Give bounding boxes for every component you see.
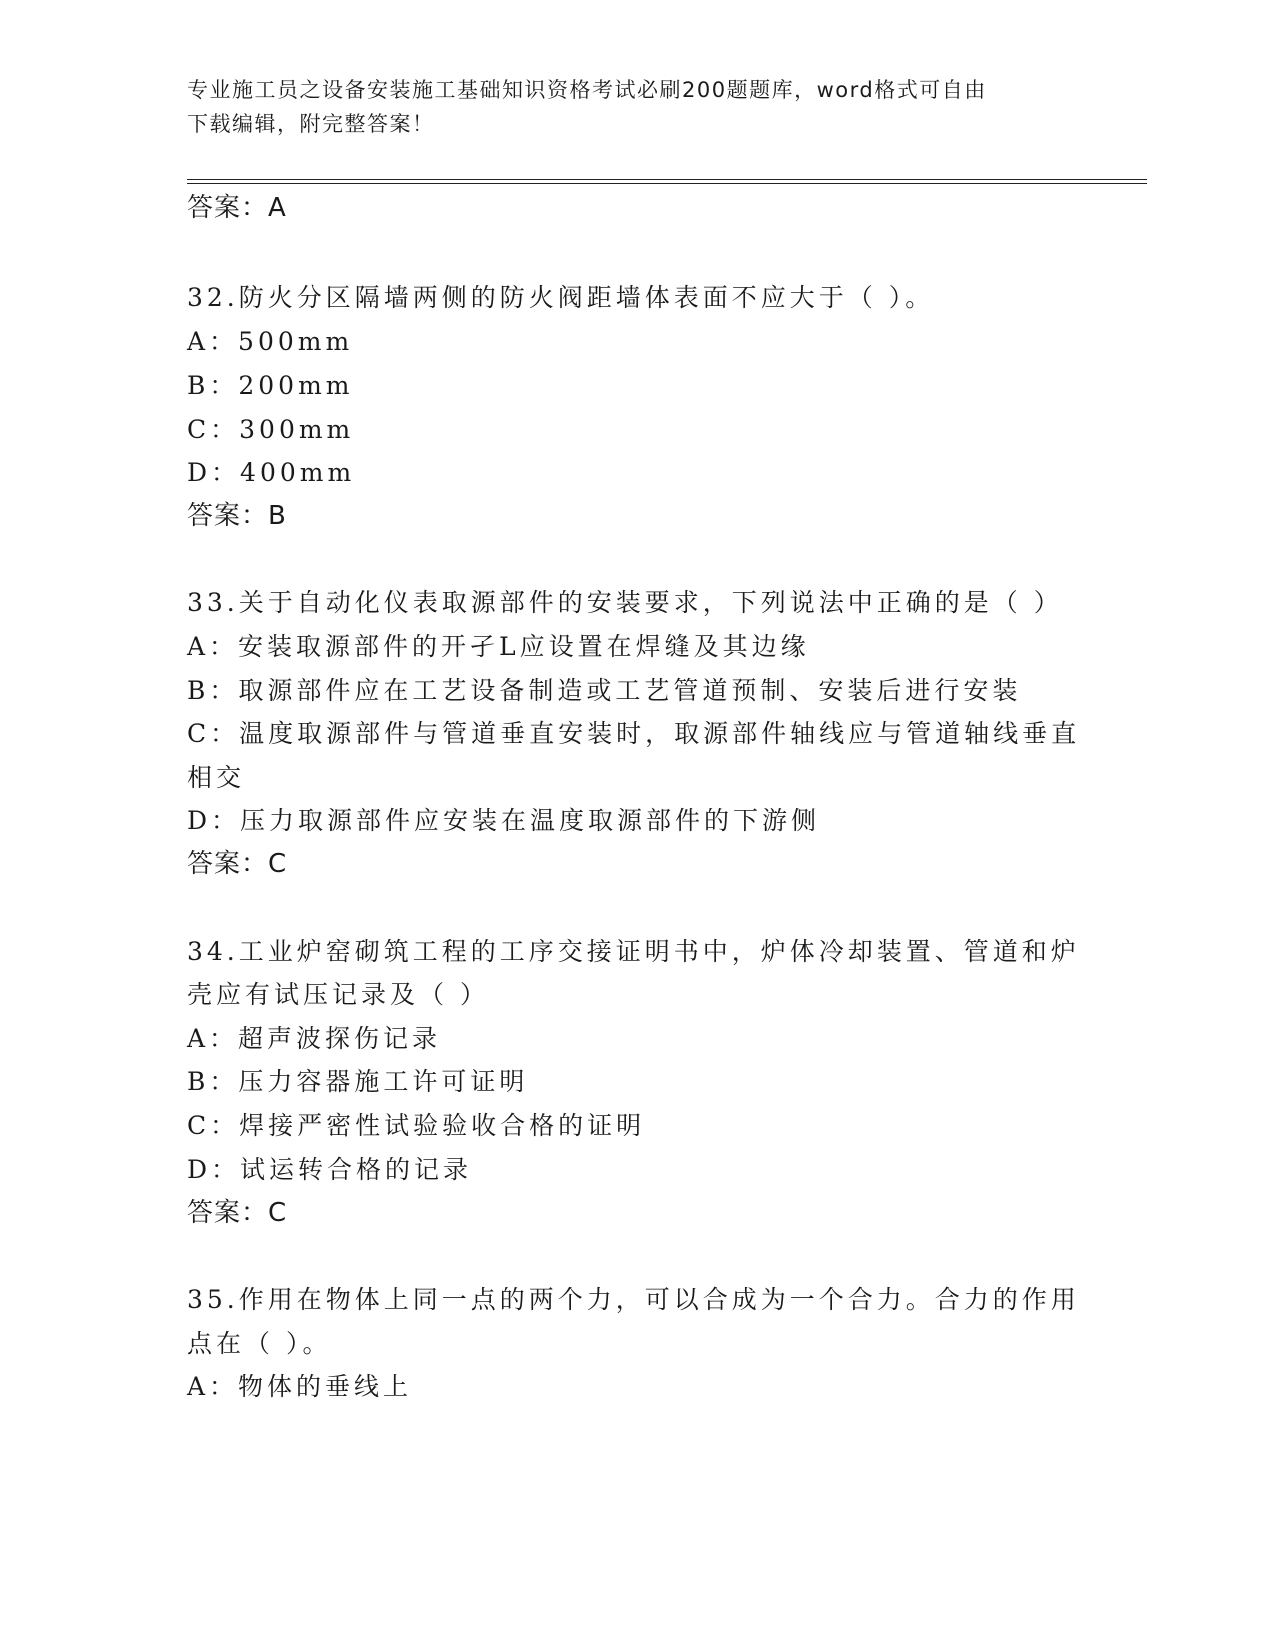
option-b: B：压力容器施工许可证明 <box>187 1067 529 1096</box>
option-c: C：温度取源部件与管道垂直安装时，取源部件轴线应与管道轴线垂直 <box>187 719 1081 748</box>
option-c: C：300mm <box>187 415 355 444</box>
option-a: A：500mm <box>187 327 354 356</box>
option-a: A：超声波探伤记录 <box>187 1024 442 1053</box>
answer: 答案：B <box>187 501 287 531</box>
header-line-1: 专业施工员之设备安装施工基础知识资格考试必刷200题题库，word格式可自由 <box>187 78 987 102</box>
question-stem-continued: 壳应有试压记录及（ ） <box>187 980 489 1009</box>
page-header <box>187 73 1087 141</box>
option-a: A：物体的垂线上 <box>187 1372 413 1401</box>
option-d: D：试运转合格的记录 <box>187 1155 473 1184</box>
header-rule-top <box>187 179 1147 180</box>
option-b: B：200mm <box>187 371 354 400</box>
question-stem-continued: 点在（ ）。 <box>187 1329 332 1358</box>
answer-previous: 答案：A <box>187 193 287 223</box>
question-stem: 34.工业炉窑砌筑工程的工序交接证明书中，炉体冷却装置、管道和炉 <box>187 937 1080 966</box>
answer: 答案：C <box>187 1198 288 1228</box>
option-a: A：安装取源部件的开孑L应设置在焊缝及其边缘 <box>187 632 810 661</box>
header-rule-bottom <box>187 183 1147 184</box>
answer: 答案：C <box>187 849 288 879</box>
question-stem: 35.作用在物体上同一点的两个力，可以合成为一个合力。合力的作用 <box>187 1285 1080 1314</box>
option-d: D：压力取源部件应安装在温度取源部件的下游侧 <box>187 806 821 835</box>
option-c: C：焊接严密性试验验收合格的证明 <box>187 1111 646 1140</box>
question-stem: 33.关于自动化仪表取源部件的安装要求，下列说法中正确的是（ ） <box>187 588 1063 617</box>
option-b: B：取源部件应在工艺设备制造或工艺管道预制、安装后进行安装 <box>187 676 1022 705</box>
option-c-continued: 相交 <box>187 763 246 792</box>
question-stem: 32.防火分区隔墙两侧的防火阀距墙体表面不应大于（ ）。 <box>187 283 935 312</box>
option-d: D：400mm <box>187 458 356 487</box>
header-line-2: 下载编辑，附完整答案！ <box>187 112 435 136</box>
